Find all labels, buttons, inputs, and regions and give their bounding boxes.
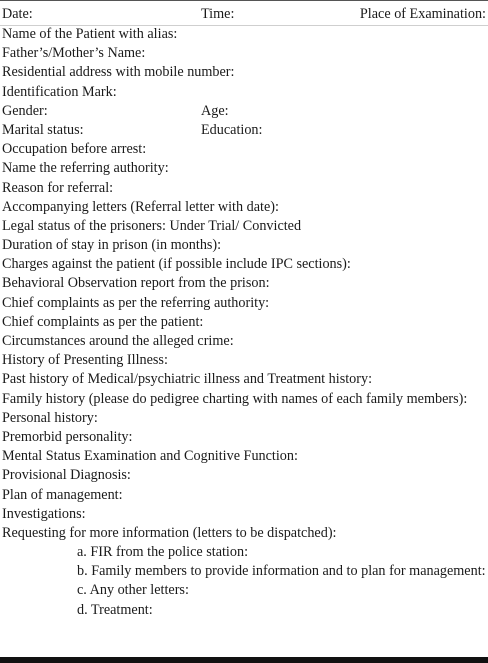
request-item-fir: a. FIR from the police station: — [77, 544, 249, 561]
place-of-examination-label: Place of Examination: — [359, 6, 486, 22]
education-field: Education: — [201, 121, 263, 138]
request-item-other-letters: c. Any other letters: — [77, 582, 189, 599]
provisional-diagnosis-field: Provisional Diagnosis: — [2, 467, 131, 484]
past-history-field: Past history of Medical/psychiatric illness and Treatment history: — [2, 371, 373, 388]
presenting-illness-field: History of Presenting Illness: — [2, 352, 168, 369]
personal-history-field: Personal history: — [2, 409, 98, 426]
circumstances-field: Circumstances around the alleged crime: — [2, 333, 234, 349]
duration-of-stay-field: Duration of stay in prison (in months): — [2, 237, 222, 254]
patient-name-field: Name of the Patient with alias: — [2, 26, 178, 42]
top-rule — [0, 0, 488, 1]
gender-age-row — [2, 102, 486, 121]
family-history-field: Family history (please do pedigree charting with names of each family members): — [2, 390, 468, 407]
form-fields — [2, 25, 486, 620]
parent-name-field: Father’s/Mother’s Name: — [2, 45, 146, 62]
request-item-treatment: d. Treatment: — [77, 601, 153, 618]
marital-status-field: Marital status: — [2, 121, 84, 138]
identification-mark-field: Identification Mark: — [2, 83, 117, 100]
form-header — [2, 5, 486, 24]
charges-field: Charges against the patient (if possible include IPC sections): — [2, 256, 351, 273]
legal-status-field: Legal status of the prisoners: Under Trial/ Convicted — [2, 217, 302, 234]
investigations-field: Investigations: — [2, 505, 86, 522]
reason-for-referral-field: Reason for referral: — [2, 179, 114, 196]
behavioral-observation-field: Behavioral Observation report from the prison: — [2, 275, 270, 292]
age-field: Age: — [201, 102, 229, 119]
accompanying-letters-field: Accompanying letters (Referral letter with date): — [2, 198, 279, 215]
referring-authority-field: Name the referring authority: — [2, 160, 169, 177]
request-item-family: b. Family members to provide information and to plan for management: — [77, 563, 486, 580]
complaints-patient-field: Chief complaints as per the patient: — [2, 313, 204, 330]
bottom-rule — [0, 657, 488, 663]
complaints-authority-field: Chief complaints as per the referring authority: — [2, 294, 270, 311]
requesting-information-field: Requesting for more information (letters to be dispatched): — [2, 524, 337, 541]
mental-status-field: Mental Status Examination and Cognitive Function: — [2, 448, 298, 465]
date-label: Date: — [2, 6, 33, 22]
gender-field: Gender: — [2, 102, 48, 119]
marital-education-row — [2, 121, 486, 140]
occupation-field: Occupation before arrest: — [2, 141, 147, 158]
plan-of-management-field: Plan of management: — [2, 486, 123, 503]
premorbid-personality-field: Premorbid personality: — [2, 428, 133, 445]
time-label: Time: — [201, 6, 235, 22]
address-field: Residential address with mobile number: — [2, 64, 235, 81]
